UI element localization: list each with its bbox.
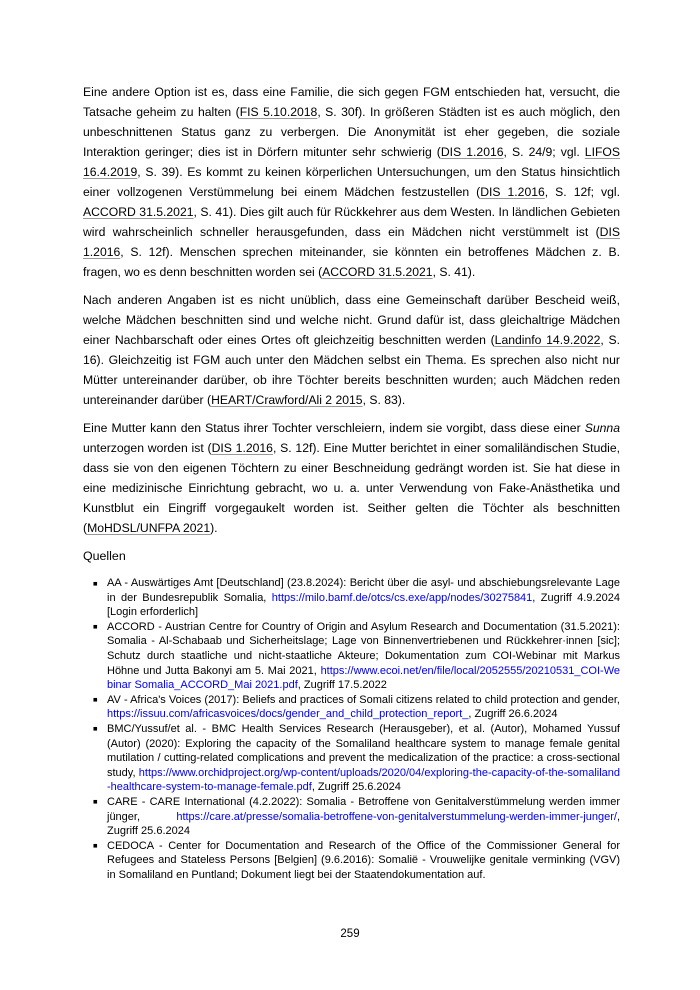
text-run: , S. 24/9; vgl. — [503, 145, 585, 159]
text-run: , S. 12f; vgl. — [544, 185, 620, 199]
text-run: Eine andere Option ist es, dass eine Familie, die sich gegen FGM entschieden hat, versucht, die Tatsache geheim zu halten ( — [83, 85, 620, 119]
bullet-square-icon: ■ — [93, 622, 98, 632]
sources-list — [83, 576, 620, 882]
text-run: , Zugriff 26.6.2024 — [468, 708, 558, 721]
source-item-1 — [83, 576, 620, 620]
reference-link[interactable]: DIS 1.2016 — [83, 225, 620, 259]
text-run: unterzogen worden ist ( — [83, 441, 212, 455]
body-paragraphs — [83, 82, 620, 538]
text-run: ). — [210, 521, 218, 535]
text-run: Nach anderen Angaben ist es nicht unüblich, dass eine Gemeinschaft darüber Bescheid weiß, welche Mädchen beschnitten sind und welche nicht. Grund dafür ist, dass gleichaltrige Mädchen einer Nachbarschaft oder eines Ortes oft gleichzeitig beschnitten werden ( — [83, 293, 620, 347]
text-run: CARE - CARE International (4.2.2022): Somalia - Betroffene von Genitalverstümmelung werden immer jünger, — [107, 795, 620, 823]
text-run: Eine Mutter kann den Status ihrer Tochter verschleiern, indem sie vorgibt, dass diese einer — [83, 421, 585, 435]
text-run: , Zugriff 25.6.2024 — [311, 781, 401, 794]
reference-link[interactable]: DIS 1.2016 — [211, 441, 273, 455]
text-run: , Zugriff 25.6.2024 — [107, 810, 620, 838]
reference-link[interactable]: HEART/Crawford/Ali 2 2015 — [211, 393, 363, 407]
source-item-3 — [83, 693, 620, 722]
reference-link[interactable]: Landinfo 14.9.2022 — [494, 333, 601, 347]
reference-link[interactable]: LIFOS 16.4.2019 — [83, 145, 621, 179]
text-run: , S. 12f). Eine Mutter berichtet in einer somaliländischen Studie, dass sie von den eigenen Töchtern zu einer Beschneidung gedrängt worden ist. Sie hat diese in eine medizinische Einrichtung gebracht, wo u. a. unter Verwendung von Fake-Anästhetika und Kunstblut ein Eingriff vorgegaukelt worden ist. Seither gelten die Töchter als beschnitten ( — [83, 441, 620, 535]
page-content — [83, 82, 620, 882]
reference-link[interactable]: ACCORD 31.5.2021 — [83, 205, 194, 219]
reference-link[interactable]: MoHDSL/UNFPA 2021 — [87, 521, 211, 535]
url-link[interactable]: https://www.orchidproject.org/wp-content/uploads/2020/04/exploring-the-capacity-of-the-somaliland-healthcare-system-to-manage-female.pdf — [107, 766, 620, 794]
text-run: , S. 30f). In größeren Städten ist es auch möglich, den unbeschnittenen Status ganz zu verbergen. Die Anonymität ist eher gegeben, die soziale Interaktion geringer; dies ist in Dörfern mitunter sehr schwierig ( — [83, 105, 620, 159]
reference-link[interactable]: DIS 1.2016 — [480, 185, 545, 199]
sources-heading: Quellen — [83, 549, 126, 563]
source-item-6 — [83, 839, 620, 883]
paragraph-3 — [83, 418, 620, 538]
italic-term: Sunna — [584, 421, 620, 435]
text-run: , S. 83). — [362, 393, 406, 407]
url-link[interactable]: https://issuu.com/africasvoices/docs/gender_and_child_protection_report_ — [107, 708, 469, 721]
text-run: , Zugriff 4.9.2024 [Login erforderlich] — [107, 591, 620, 619]
text-run: AA - Auswärtiges Amt [Deutschland] (23.8.2024): Bericht über die asyl- und abschiebungsrelevante Lage in der Bundesrepublik Somalia, — [107, 577, 620, 604]
bullet-square-icon: ■ — [93, 841, 98, 851]
url-link[interactable]: https://www.ecoi.net/en/file/local/2052555/20210531_COI-Webinar Somalia_ACCORD_Mai 2021.pdf — [107, 664, 620, 692]
paragraph-1 — [83, 82, 620, 282]
bullet-square-icon: ■ — [93, 797, 98, 807]
text-run: BMC/Yussuf/et al. - BMC Health Services Research (Herausgeber), et al. (Autor), Mohamed Yussuf (Autor) (2020): Exploring the capacity of the Somaliland healthcare system to manage female genital mutilation / cutting-related complications and prevent the medicalization of the practice: a cross-sectional study, — [107, 722, 620, 779]
source-item-4 — [83, 722, 620, 795]
text-run: , S. 41). Dies gilt auch für Rückkehrer aus dem Westen. In ländlichen Gebieten wird wahrscheinlich schneller herausgefunden, dass ein Mädchen nicht verstümmelt ist ( — [83, 205, 621, 239]
source-item-2 — [83, 620, 620, 693]
text-run: , Zugriff 17.5.2022 — [297, 679, 387, 692]
bullet-square-icon: ■ — [93, 724, 98, 734]
url-link[interactable]: https://care.at/presse/somalia-betroffene-von-genitalverstummelung-werden-immer-junger/ — [176, 810, 617, 823]
bullet-square-icon: ■ — [93, 578, 98, 588]
reference-link[interactable]: ACCORD 31.5.2021 — [322, 265, 433, 279]
page-number: 259 — [340, 928, 360, 940]
url-link[interactable]: https://milo.bamf.de/otcs/cs.exe/app/nodes/30275841 — [271, 591, 533, 604]
text-run: CEDOCA - Center for Documentation and Research of the Office of the Commissioner General for Refugees and Stateless Persons [Belgien] (9.6.2016): Somalië - Vrouwelijke genitale verminking (VGV) in Somaliland en Puntland; Dokument liegt bei der Staatendokumentation auf. — [107, 839, 620, 881]
text-run: , S. 39). Es kommt zu keinen körperlichen Untersuchungen, um den Status hinsichtlich einer vollzogenen Verstümmelung bei einem Mädchen festzustellen ( — [83, 165, 620, 199]
bullet-square-icon: ■ — [93, 695, 98, 705]
paragraph-2 — [83, 290, 620, 410]
text-run: ACCORD - Austrian Centre for Country of Origin and Asylum Research and Documentation (31.5.2021): Somalia - Al-Schabaab und Sicherheitslage; Lage von Binnenvertriebenen und Rückkehrer·innen [sic]; Schutz durch staatliche und nicht-staatliche Akteure; Dokumentation zum COI-Webinar mit Markus Höhne und Jutta Bakonyi am 5. Mai 2021, — [107, 620, 620, 677]
source-item-5 — [83, 795, 620, 839]
text-run: , S. 16). Gleichzeitig ist FGM auch unter den Mädchen selbst ein Thema. Es sprechen also nicht nur Mütter untereinander darüber, ob ihre Töchter bereits beschnitten wurden; auch Mädchen reden untereinander darüber ( — [83, 333, 620, 407]
text-run: , S. 12f). Menschen sprechen miteinander, sie könnten ein betroffenes Mädchen z. B. fragen, wo es denn beschnitten worden sei ( — [83, 245, 620, 279]
text-run: , S. 41). — [432, 265, 476, 279]
reference-link[interactable]: FIS 5.10.2018 — [239, 105, 318, 119]
reference-link[interactable]: DIS 1.2016 — [440, 145, 504, 159]
text-run: AV - Africa's Voices (2017): Beliefs and practices of Somali citizens related to child protection and gender, — [107, 693, 620, 706]
